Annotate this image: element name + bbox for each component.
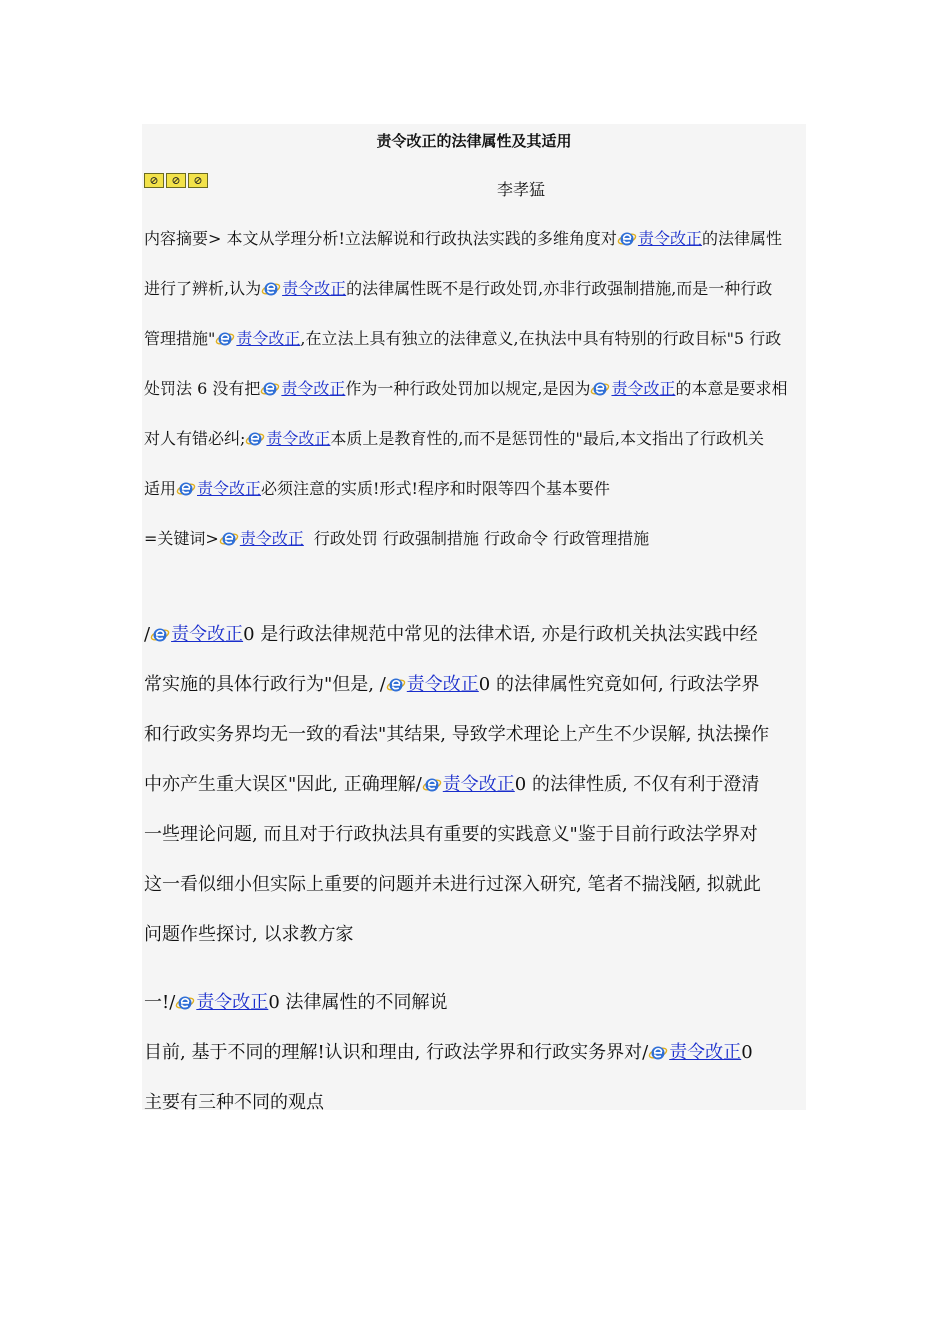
text: 0 是行政法律规范中常见的法律术语, 亦是行政机关执法实践中经: [243, 624, 758, 645]
ie-icon: [215, 330, 235, 348]
body-line: [144, 670, 759, 696]
text: /: [144, 624, 151, 645]
keywords-line: [144, 526, 649, 549]
rating-star-icon: ⊘: [188, 173, 208, 188]
abstract-line: [144, 326, 781, 349]
text: 中亦产生重大误区"因此, 正确理解/: [144, 774, 422, 795]
keyword-link[interactable]: 责令改正: [442, 774, 515, 795]
text: 作为一种行政处罚加以规定,是因为: [345, 379, 591, 398]
text: 的法律属性: [701, 229, 782, 248]
text: 本质上是教育性的,而不是惩罚性的"最后,本文指出了行政机关: [330, 429, 764, 448]
keyword-link[interactable]: 责令改正: [282, 279, 347, 298]
ie-icon: [150, 626, 170, 644]
text: ,在立法上具有独立的法律意义,在执法中具有特别的行政目标"5 行政: [300, 329, 782, 348]
page-title: 责令改正的法律属性及其适用: [376, 132, 572, 150]
text: 内容摘要> 本文从学理分析!立法解说和行政执法实践的多维角度对: [144, 229, 617, 248]
ie-icon: [386, 676, 406, 694]
text: 和行政实务界均无一致的看法"其结果, 导致学术理论上产生不少误解, 执法操作: [144, 724, 770, 745]
text: 0: [741, 1042, 753, 1063]
rating-star-icon: ⊘: [166, 173, 186, 188]
ie-icon: [617, 230, 637, 248]
abstract-line: [144, 476, 610, 499]
text: 这一看似细小但实际上重要的问题并未进行过深入研究, 笔者不揣浅陋, 拟就此: [144, 874, 761, 895]
ie-icon: [245, 430, 265, 448]
body-line: [144, 1088, 324, 1114]
abstract-line: [144, 226, 782, 249]
keyword-link[interactable]: 责令改正: [236, 329, 301, 348]
body-line: [144, 820, 758, 846]
text: 的法律属性既不是行政处罚,亦非行政强制措施,而是一种行政: [346, 279, 773, 298]
ie-icon: [590, 380, 610, 398]
text: =关键词>: [144, 529, 219, 548]
keyword-link[interactable]: 责令改正: [266, 429, 331, 448]
text: 对人有错必纠;: [144, 429, 246, 448]
text: 0 的法律属性究竟如何, 行政法学界: [478, 674, 760, 695]
ie-icon: [260, 380, 280, 398]
text: 常实施的具体行政行为"但是, /: [144, 674, 386, 695]
body-line: [144, 770, 759, 796]
keyword-link[interactable]: 责令改正: [197, 479, 262, 498]
section-heading: [144, 988, 448, 1014]
text: 目前, 基于不同的理解!认识和理由, 行政法学界和行政实务界对/: [144, 1042, 649, 1063]
text: 处罚法 6 没有把: [144, 379, 261, 398]
keyword-link[interactable]: 责令改正: [239, 529, 304, 548]
author: 李孝猛: [497, 180, 546, 199]
keyword-link[interactable]: 责令改正: [611, 379, 676, 398]
keyword-link[interactable]: 责令改正: [669, 1042, 742, 1063]
ie-icon: [422, 776, 442, 794]
ie-icon: [175, 994, 195, 1012]
text: 进行了辨析,认为: [144, 279, 262, 298]
text: 0 的法律性质, 不仅有利于澄清: [514, 774, 760, 795]
keyword-link[interactable]: 责令改正: [281, 379, 346, 398]
abstract-line: [144, 376, 788, 399]
text: 一些理论问题, 而且对于行政执法具有重要的实践意义"鉴于目前行政法学界对: [144, 824, 758, 845]
keyword-link[interactable]: 责令改正: [196, 992, 269, 1013]
body-line: [144, 920, 353, 946]
text: 管理措施": [144, 329, 216, 348]
ie-icon: [219, 530, 239, 548]
text: 必须注意的实质!形式!程序和时限等四个基本要件: [261, 479, 610, 498]
document-page: [142, 124, 806, 1113]
rating-star-icon: ⊘: [144, 173, 164, 188]
text: 一!/: [144, 992, 176, 1013]
text: 问题作些探讨, 以求教方家: [144, 924, 354, 945]
abstract-line: [144, 426, 764, 449]
ie-icon: [261, 280, 281, 298]
body-line: [144, 870, 761, 896]
ie-icon: [648, 1044, 668, 1062]
keyword-link[interactable]: 责令改正: [406, 674, 479, 695]
text: 适用: [144, 479, 177, 498]
keywords-list: 行政处罚 行政强制措施 行政命令 行政管理措施: [313, 529, 650, 548]
keyword-link[interactable]: 责令改正: [637, 229, 702, 248]
text: 0 法律属性的不同解说: [268, 992, 448, 1013]
text: 主要有三种不同的观点: [144, 1092, 324, 1113]
ie-icon: [176, 480, 196, 498]
body-line: [144, 720, 769, 746]
abstract-line: [144, 276, 772, 299]
rating-stars: [144, 173, 208, 188]
body-line: [144, 1038, 753, 1064]
text: 的本意是要求相: [675, 379, 788, 398]
keyword-link[interactable]: 责令改正: [171, 624, 244, 645]
body-line: [144, 620, 758, 646]
